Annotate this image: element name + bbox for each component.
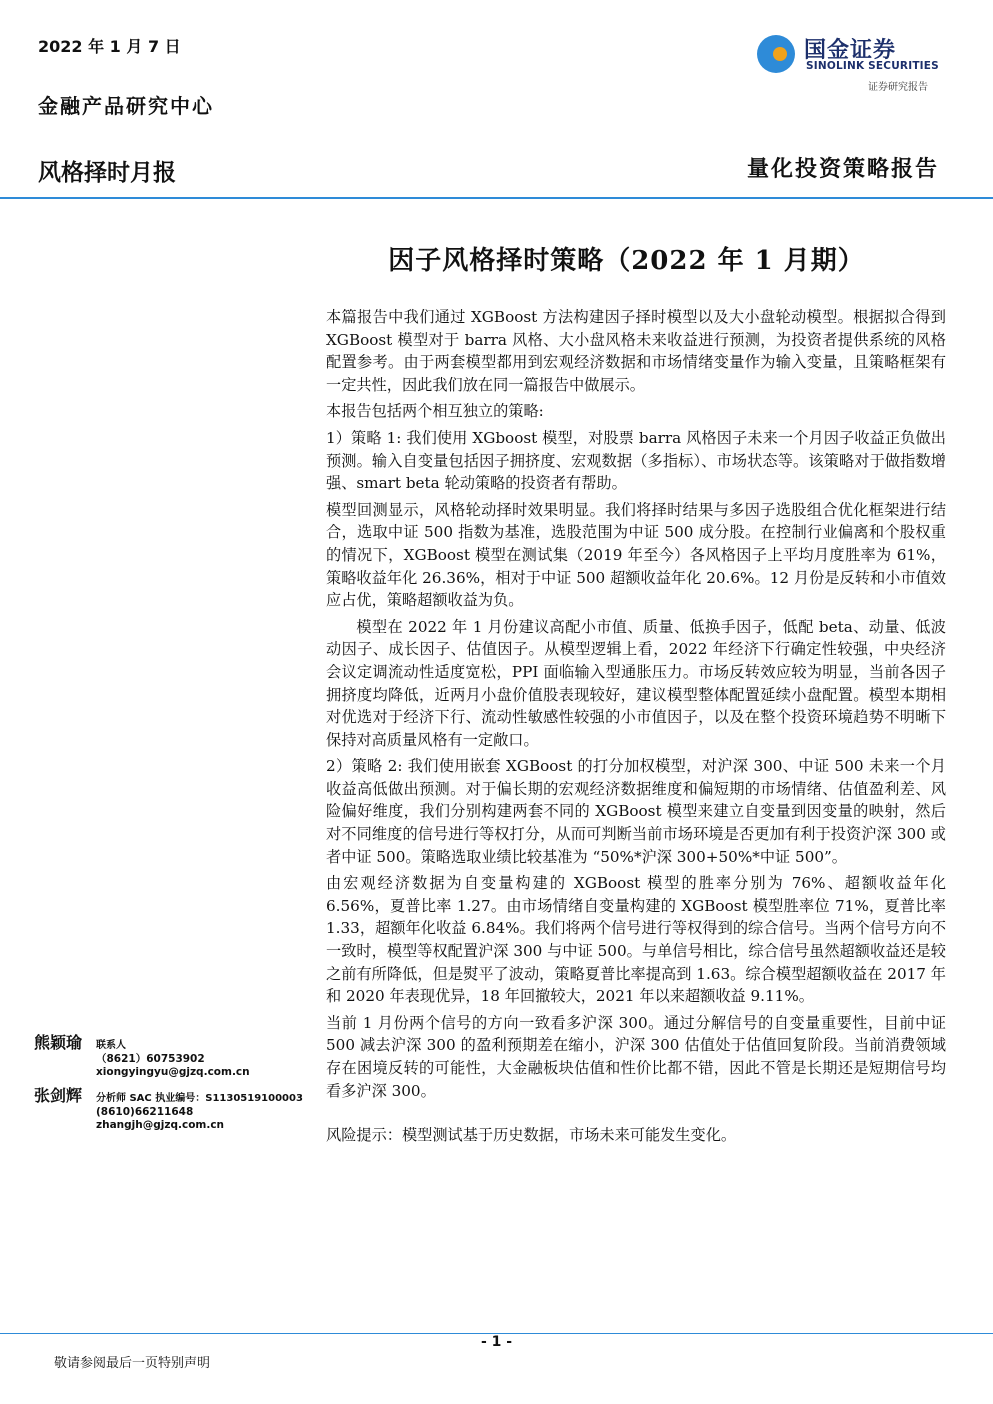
- page-number: - 1 -: [480, 1334, 513, 1350]
- logo-text-cn: 国金证券: [804, 38, 897, 63]
- author-role: 分析师 SAC 执业编号：S1130519100003: [96, 1093, 303, 1104]
- body-paragraph: 由宏观经济数据为自变量构建的 XGBoost 模型的胜率分别为 76%、超额收益年化 6.56%，夏普比率 1.27。由市场情绪自变量构建的 XGBoost 模型胜率位 71%，夏普比率 1.33，超额年化收益 6.84%。我们将两个信号进行等权得到的综合信号。当两个信号方向不一致时，模型等权配置沪深 300 与中证 500。与单信号相比，综合信号虽然超额收益还是较之前有所降低，但是熨平了波动，策略夏普比率提高到 1.63。综合模型超额收益在 2017 年和 2020 年表现优异，18 年回撤较大，2021 年以来超额收益 9.11%。: [326, 874, 946, 1006]
- author-email[interactable]: zhangjh@gjzq.com.cn: [96, 1119, 225, 1131]
- body-paragraph: 本报告包括两个相互独立的策略:: [326, 402, 544, 421]
- report-category: 量化投资策略报告: [746, 156, 939, 182]
- risk-warning: 风险提示：模型测试基于历史数据，市场未来可能发生变化。: [326, 1126, 737, 1145]
- author-email[interactable]: xiongyingyu@gjzq.com.cn: [96, 1066, 250, 1078]
- author-name: 熊颖瑜: [34, 1033, 83, 1052]
- report-date: 2022 年 1 月 7 日: [38, 37, 181, 56]
- body-paragraph: 模型在 2022 年 1 月份建议高配小市值、质量、低换手因子，低配 beta、动量、低波动因子、成长因子、估值因子。从模型逻辑上看，2022 年经济下行确定性较强，中央经济会议定调流动性适度宽松，PPI 面临输入型通胀压力。市场反转效应较为明显，当前各因子拥挤度均降低，近两月小盘价值股表现较好，建议模型整体配置延续小盘配置。模型本期相对优选对于经济下行、流动性敏感性较强的小市值因子，以及在整个投资环境趋势不明晰下保持对高质量风格有一定敞口。: [326, 617, 946, 749]
- report-body: [326, 306, 946, 1151]
- header-divider: [0, 197, 993, 199]
- body-paragraph: 2）策略 2: 我们使用嵌套 XGBoost 的打分加权模型，对沪深 300、中证 500 未来一个月收益高低做出预测。对于偏长期的宏观经济数据维度和偏短期的市场情绪、估值盈利差、风险偏好维度，我们分别构建两套不同的 XGBoost 模型来建立自变量到因变量的映射，然后对不同维度的信号进行等权打分，从而可判断当前市场环境是否更加有利于投资沪深 300 或者中证 500。策略选取业绩比较基准为 “50%*沪深 300+50%*中证 500”。: [326, 757, 946, 866]
- report-title: 因子风格择时策略（2022 年 1 月期）: [388, 246, 865, 276]
- author-name: 张剑辉: [34, 1086, 83, 1105]
- author-entry: [34, 1083, 314, 1106]
- body-paragraph: 模型回测显示，风格轮动择时效果明显。我们将择时结果与多因子选股组合优化框架进行结合，选取中证 500 指数为基准，选股范围为中证 500 成分股。在控制行业偏离和个股权重的情况下，XGBoost 模型在测试集（2019 年至今）各风格因子上平均月度胜率为 61%，策略收益年化 26.36%，相对于中证 500 超额收益年化 20.6%。12 月份是反转和小市值效应占优，策略超额收益为负。: [326, 500, 946, 610]
- author-phone: （8621）60753902: [96, 1053, 205, 1065]
- author-role: 联系人: [96, 1040, 126, 1051]
- author-phone: (8610)66211648: [96, 1106, 194, 1118]
- body-paragraph: 当前 1 月份两个信号的方向一致看多沪深 300。通过分解信号的自变量重要性，目前中证 500 减去沪深 300 的盈利预期差在缩小，沪深 300 估值处于估值回复阶段。当前消费领域存在困境反转的可能性，大金融板块估值和性价比都不错，因此不管是长期还是短期信号均看多沪深 300。: [326, 1013, 946, 1100]
- body-paragraph: 1）策略 1: 我们使用 XGboost 模型，对股票 barra 风格因子未来一个月因子收益正负做出预测。输入自变量包括因子拥挤度、宏观数据（多指标）、市场状态等。该策略对于做指数增强、smart beta 轮动策略的投资者有帮助。: [326, 428, 946, 493]
- research-center-name: 金融产品研究中心: [38, 94, 214, 118]
- body-paragraph: 本篇报告中我们通过 XGBoost 方法构建因子择时模型以及大小盘轮动模型。根据拟合得到 XGBoost 模型对于 barra 风格、大小盘风格未来收益进行预测，为投资者提供系统的风格配置参考。由于两套模型都用到宏观经济数据和市场情绪变量作为输入变量，且策略框架有一定共性，因此我们放在同一篇报告中做展示。: [326, 308, 946, 394]
- author-entry: [34, 1030, 314, 1053]
- logo-text-en: SINOLINK SECURITIES: [806, 60, 939, 72]
- author-block: [34, 1030, 314, 1132]
- footer-disclaimer-note: 敬请参阅最后一页特别声明: [54, 1356, 211, 1371]
- report-sub-brand: 证券研究报告: [868, 82, 928, 93]
- report-type: 风格择时月报: [38, 160, 176, 186]
